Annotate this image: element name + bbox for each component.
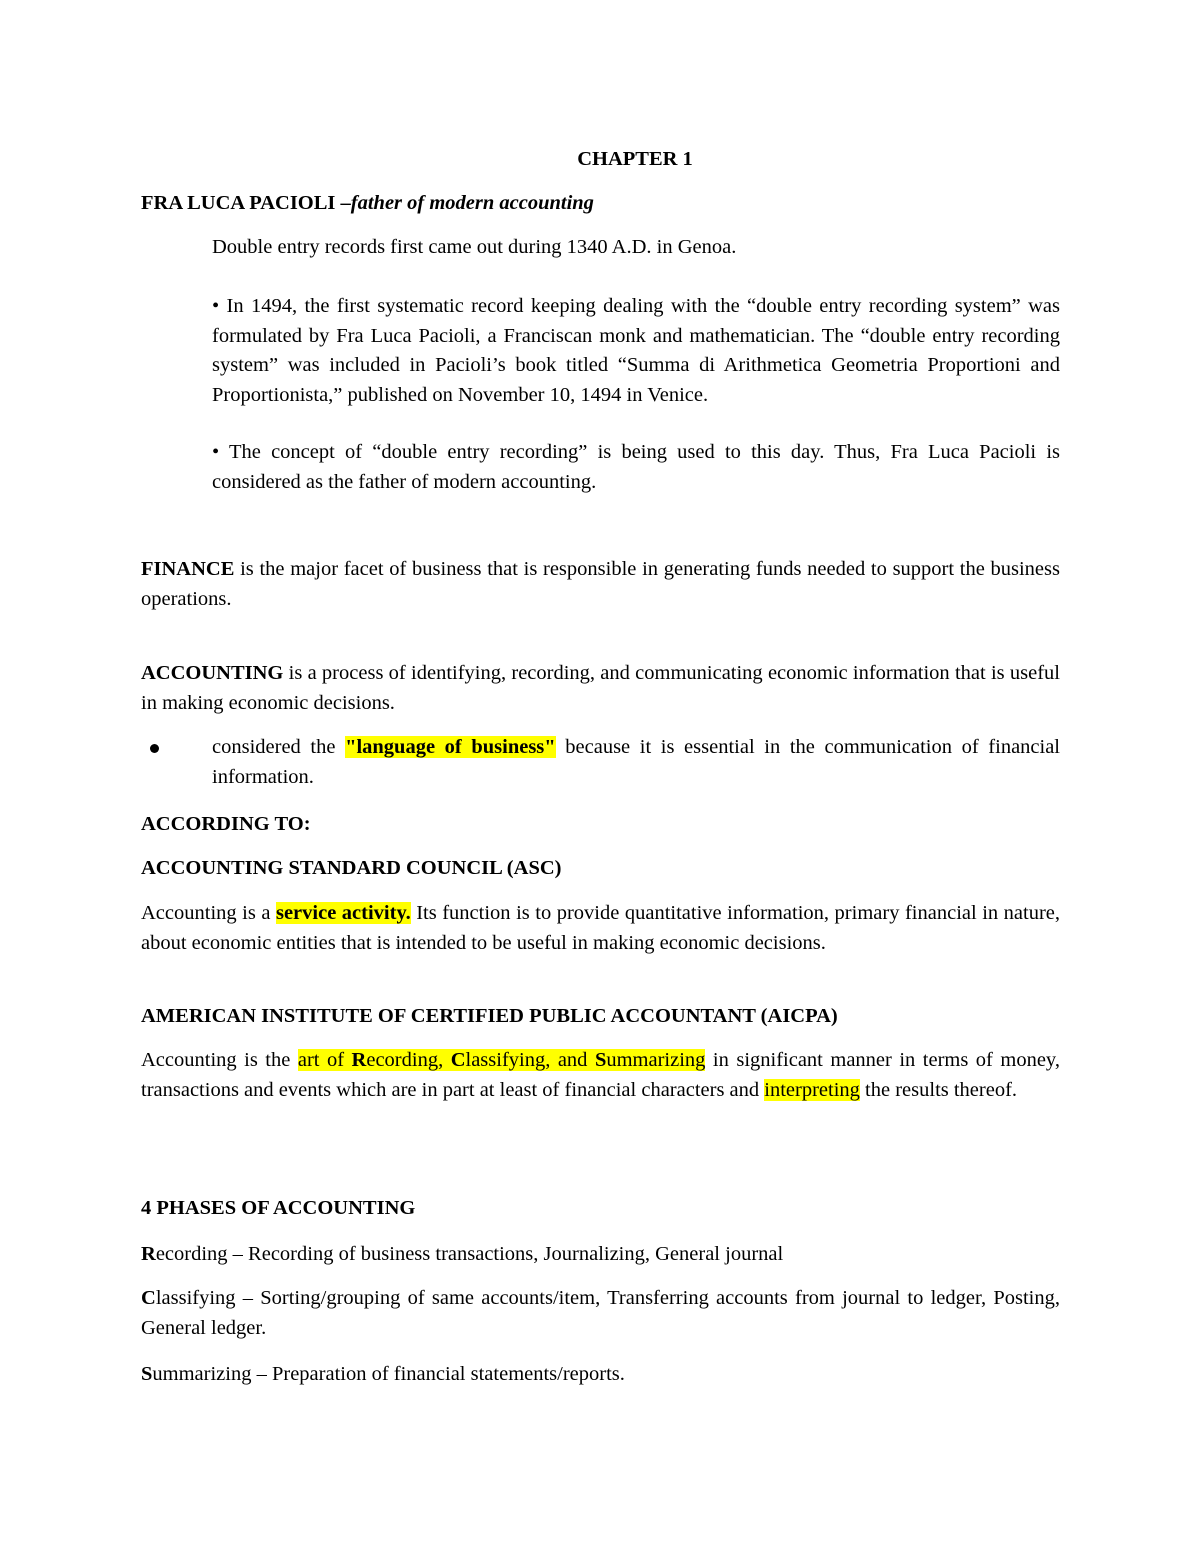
phase-item: [141, 1284, 1060, 1343]
phase-name: ecording: [155, 1243, 228, 1265]
phase-initial: R: [141, 1243, 156, 1265]
aicpa-highlight: [298, 1049, 706, 1071]
pacioli-point-1: • In 1494, the first systematic record keeping dealing with the “double entry recording system” was formulated by Fra Luca Pacioli, a Franciscan monk and mathematician. The “double entry recording system” was included in Pacioli’s book titled “Summa di Arithmetica Geometria Proportioni and Proportionista,” published on November 10, 1494 in Venice.: [212, 295, 1060, 406]
bullet-icon: [150, 744, 159, 753]
pacioli-point-2: • The concept of “double entry recording” is being used to this day. Thus, Fra Luca Pacioli is considered as the father of modern accounting.: [212, 441, 1060, 493]
initial-c: C: [450, 1049, 466, 1071]
aicpa-text-post: the results thereof.: [859, 1078, 1018, 1101]
chapter-title: CHAPTER 1: [577, 148, 693, 170]
phase-initial: C: [141, 1287, 156, 1309]
phase-item: [141, 1240, 1060, 1270]
phase-description: – Preparation of financial statements/reports.: [251, 1363, 625, 1385]
pacioli-intro: Double entry records first came out during 1340 A.D. in Genoa.: [212, 236, 737, 258]
accounting-term: ACCOUNTING: [141, 662, 284, 684]
pacioli-title: father of modern accounting: [350, 192, 594, 214]
classifying-text: lassifying, and: [465, 1049, 595, 1071]
asc-definition: [141, 899, 1060, 958]
finance-definition: is the major facet of business that is responsible in generating funds needed to support the business operations.: [141, 558, 1060, 610]
asc-heading: ACCOUNTING STANDARD COUNCIL (ASC): [141, 857, 562, 879]
according-to-heading: ACCORDING TO:: [141, 813, 311, 835]
phase-initial: S: [141, 1363, 153, 1385]
service-activity-highlight: service activity.: [275, 902, 411, 924]
aicpa-heading: AMERICAN INSTITUTE OF CERTIFIED PUBLIC ACCOUNTANT (AICPA): [141, 1005, 838, 1027]
phase-name: ummarizing: [152, 1363, 252, 1385]
summarizing-text: ummarizing: [606, 1049, 706, 1071]
initial-s: S: [594, 1049, 607, 1071]
finance-paragraph: [141, 555, 1060, 614]
asc-text-pre: Accounting is a: [141, 902, 276, 924]
pacioli-dash: –: [335, 192, 351, 214]
finance-term: FINANCE: [141, 558, 235, 580]
phases-heading: 4 PHASES OF ACCOUNTING: [141, 1197, 416, 1219]
phase-item: [141, 1360, 1060, 1390]
asc-text-post: Its function is to provide quantitative information, primary financial in nature, about economic entities that is intended to be useful in making economic decisions.: [141, 902, 1060, 954]
language-of-business-highlight: "language of business": [345, 736, 556, 758]
bullet-text-pre: considered the: [212, 736, 346, 758]
recording-text: ecording,: [366, 1049, 451, 1071]
phase-description: – Sorting/grouping of same accounts/item, Transferring accounts from journal to ledger, Posting, General ledger.: [141, 1287, 1060, 1339]
interpreting-highlight: interpreting: [764, 1078, 860, 1101]
pacioli-heading: [141, 189, 1060, 219]
accounting-bullet: [212, 733, 1060, 792]
art-of-text: art of: [297, 1049, 352, 1071]
accounting-paragraph: [141, 659, 1060, 718]
aicpa-text-pre: Accounting is the: [141, 1049, 298, 1071]
initial-r: R: [351, 1049, 367, 1071]
phase-description: – Recording of business transactions, Journalizing, General journal: [227, 1243, 784, 1265]
phase-name: lassifying: [155, 1287, 236, 1309]
accounting-definition: is a process of identifying, recording, and communicating economic information that is useful in making economic decisions.: [141, 662, 1060, 714]
aicpa-definition: [141, 1046, 1060, 1105]
aicpa-text-mid: in significant manner in terms of money, transactions and events which are in part at least of financial characters and: [141, 1049, 1060, 1101]
bullet-text-post: because it is essential in the communication of financial information.: [212, 736, 1061, 788]
pacioli-name: FRA LUCA PACIOLI: [141, 192, 336, 214]
